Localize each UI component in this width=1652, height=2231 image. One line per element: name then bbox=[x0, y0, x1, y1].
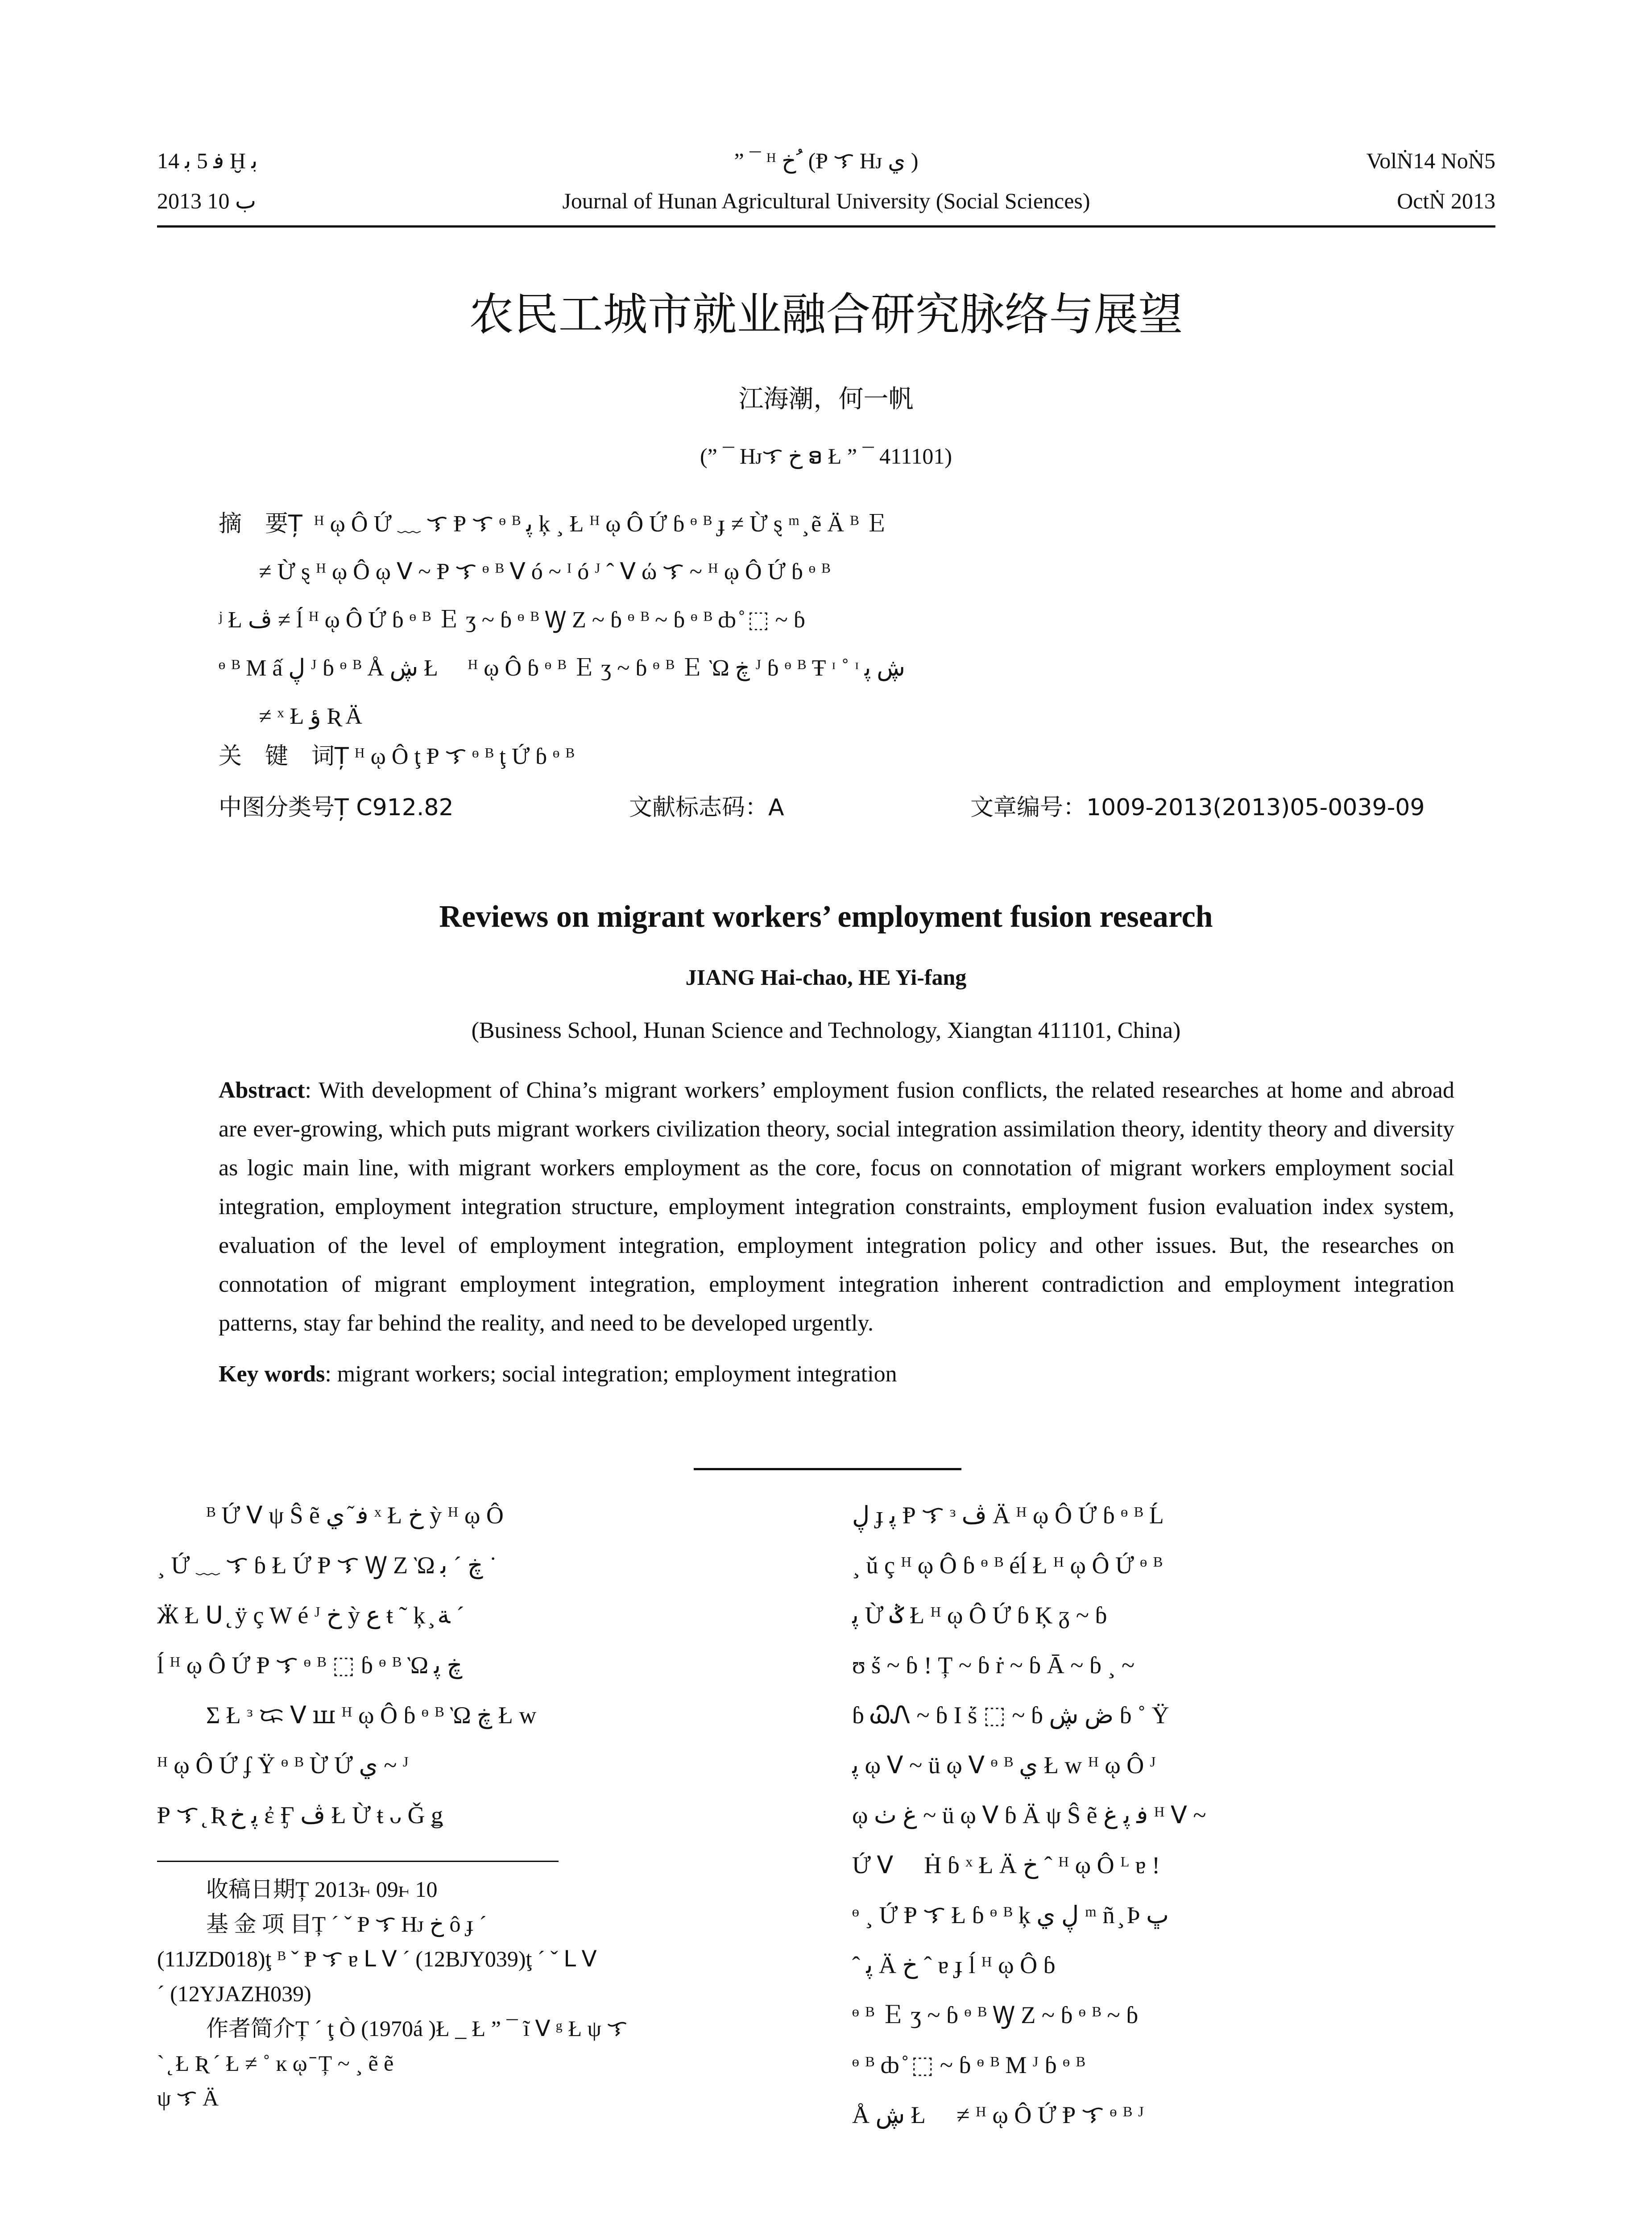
abstract-cn-text: ᴴ ῳ Ô Ứ ﹏ ᜎ Ᵽ ᜎ ᶱ ᴮ ﭘ ķ ¸ Ł ᴴ ῳ Ô Ứ ɓ ᶱ ᴮ ɟ ≠ Ừ ȿ ᵐ ̧ ẽ Ä ᴮ Ｅ bbox=[314, 511, 888, 537]
body-column-right bbox=[852, 1490, 1499, 2140]
body-line: ﭘ Ừ ݣ Ł ᴴ ῳ Ô Ứ ɓ Ķ ᵹ ~ ɓ bbox=[852, 1602, 1107, 1629]
keywords-cn-label: 关 键 词Ț bbox=[219, 743, 349, 770]
journal-name-cn: ” ¯ ᴴ ﺥ ُ (Ᵽ ᜎ Hᴊ ي ) bbox=[734, 148, 919, 173]
body-line: Σ Ł ᶟ ᜍ ᐯ ꟺ ᴴ ῳ Ô ɓ ᶱ ᴮ Ὼ ڿ Ł ᴡ bbox=[206, 1702, 537, 1729]
body-line: ɓ ᏇᏁ ~ ɓ I ṥ ⬚ ~ ɓ ڞ ڜ ɓ ˚ Ÿ bbox=[852, 1702, 1169, 1729]
body-line: ᶱ ¸ Ứ Ᵽ ᜎ Ł ɓ ᶱ ᴮ ķ ڸ ي ᵐ ñ ̧ Þ ڀ bbox=[852, 1902, 1169, 1928]
header-rule bbox=[157, 225, 1495, 228]
body-line: Ӝ Ł ᑌ ̨ ÿ ç W é ᴶ ﺥ ỳ ﻉ ŧ ˜ ķ ̧ ﺔ ˊ bbox=[157, 1602, 464, 1629]
authors-en: JIANG Hai-chao, HE Yi-fang bbox=[685, 965, 967, 990]
abstract-cn-line: ᶱ ᴮ M ấ ڸ ᴶ ɓ ᶱ ᴮ Å ڜ Ł ᷟ ᴴ ῳ Ô ɓ ᶱ ᴮ Ｅ ʒ ~ ɓ ᶱ ᴮ Ｅ Ὼ ڿ ᴶ ɓ ᶱ ᴮ Ŧ ᶦ ˚ ᶦ ڜ ﭘ bbox=[219, 655, 905, 681]
keywords-cn bbox=[219, 738, 1454, 775]
abstract-cn-line bbox=[219, 500, 1454, 548]
footnote-line: 作者简介Ț ˊ ţ Ò (1970á )Ł _ Ł ” ¯ ĩ ᐯ ᵍ Ł ψ ᜎ bbox=[206, 2016, 628, 2041]
body-line: Ứ ᐯ ᷟ Ḣ ɓ ˣ Ł Ä ﺥ ˆ ᴴ ῳ Ô ᴸ ɐ ! bbox=[852, 1852, 1160, 1879]
body-line: Ᵽ ᜎ ̨ Ʀ ﭘ ﺥ ἐ Ӻ ڤ Ł Ừ ŧ ᴗ Ǧ ǥ bbox=[157, 1802, 443, 1829]
body-line: ĺ ᴴ ῳ Ô Ứ Ᵽ ᜎ ᶱ ᴮ ⬚ ɓ ᶱ ᴮ Ὼ ڿ ﭘ bbox=[157, 1652, 463, 1679]
footnote-line: ˋ ̨ Ł Ʀ ˊ Ł ≠ ˚ ĸ ῳ ̄ Ț ~ ¸ ẽ ẽ bbox=[157, 2051, 394, 2076]
body-line: ڸ ɟ ﭘ Ᵽ ᜎ ᶟ ڤ Ä ᴴ ῳ Ô Ứ ɓ ᶱ ᴮ Ĺ bbox=[852, 1502, 1164, 1529]
authors-cn: 江海潮，何一帆 bbox=[738, 385, 914, 414]
article-number: 文章编号：1009-2013(2013)05-0039-09 bbox=[970, 794, 1425, 821]
footnote-line: 基 金 项 目Ț ˊ ˇ Ᵽ ᜎ Hᴊ ﺥ ô ɟ ˊ bbox=[206, 1912, 487, 1937]
footnotes bbox=[157, 1872, 804, 2115]
body-line: Å ڜ Ł ᷟ ≠ ᴴ ῳ Ô Ứ Ᵽ ᜎ ᶱ ᴮ ᴶ bbox=[852, 2102, 1144, 2128]
paper-title-cn: 农民工城市就业融合研究脉络与展望 bbox=[469, 288, 1183, 340]
footnote-line: ψ ᜎ Ä bbox=[157, 2086, 219, 2111]
body-line: ˆ ﭘ Ä ﺥ ˆ ɐ ɟ ĺ ᴴ ῳ Ô ɓ bbox=[852, 1952, 1056, 1978]
footnote-line: (11JZD018)ţ ᴮ ˇ Ᵽ ᜎ ɐ ᒪ ᐯ ˊ (12BJY039)ţ ˊ ˇ ᒪ ᐯ bbox=[157, 1946, 597, 1971]
section-separator bbox=[694, 1468, 961, 1470]
journal-date-en: OctṄ 2013 bbox=[1397, 188, 1495, 213]
body-line: ʊ ṥ ~ ɓ ! Ț ~ ɓ ṙ ~ ɓ Ā ~ ɓ ¸ ~ bbox=[852, 1652, 1135, 1679]
document-code: 文献标志码：A bbox=[629, 794, 784, 821]
body-line: ﭘ ῳ ᐯ ~ ü ῳ ᐯ ᶱ ᴮ ي Ł ᴡ ᴴ ῳ Ô ᴶ bbox=[852, 1752, 1156, 1779]
journal-volume-en: VolṄ14 NoṄ5 bbox=[1366, 148, 1495, 173]
abstract-en bbox=[219, 1071, 1454, 1343]
abstract-en-text: : With development of China’s migrant workers’ employment fusion conflicts, the related researches at home and abroad are ever-growing, which puts migrant workers civilization theory, social integration assimilation theory, identity theory and diversity as logic main line, with migrant workers employment as the core, focus on connotation of migrant workers employment social integration, employment integration structure, employment integration constraints, employment fusion evaluation index system, evaluation of the level of employment integration, employment integration policy and other issues. But, the researches on connotation of migrant employment integration, employment integration inherent contradiction and employment integration patterns, stay far behind the reality, and need to be developed urgently. bbox=[219, 1078, 1454, 1336]
body-line: ᴴ ῳ Ô Ứ ʄ Ÿ ᶱ ᴮ Ừ Ứ ي ~ ᴶ bbox=[157, 1752, 409, 1779]
body-line: ¸ Ứ ﹏ ᜎ ɓ Ł Ứ Ᵽ ᜎ Ꝡ Z Ὼ ڿ ˊ ﺑ ˙ bbox=[157, 1552, 497, 1579]
abstract-en-label: Abstract bbox=[219, 1078, 305, 1103]
body-line: ᶱ ᴮ Ｅ ʒ ~ ɓ ᶱ ᴮ Ꝡ Z ~ ɓ ᶱ ᴮ ~ ɓ bbox=[852, 2002, 1139, 2028]
journal-volume-cn: ﻓ 5 ﺑ 14 Ḫ ﺑ bbox=[157, 148, 258, 173]
body-column-left bbox=[157, 1490, 804, 1840]
abstract-cn-line: ≠ ˣ Ł ؤ Ʀ Ä bbox=[259, 704, 362, 729]
journal-date-cn: 2013 ﺏ 10 bbox=[157, 188, 257, 213]
paper-title-en: Reviews on migrant workers’ employment fusion research bbox=[439, 900, 1213, 934]
body-line: ᴮ Ứ ᐯ ψ Ŝ ẽ ﻓ ᷉ ي ˣ Ł ﺥ ỳ ᴴ ῳ Ô bbox=[206, 1502, 504, 1529]
body-line: ¸ ǔ ç ᴴ ῳ Ô ɓ ᶱ ᴮ éĺ Ł ᴴ ῳ Ô Ứ ᶱ ᴮ bbox=[852, 1552, 1163, 1579]
abstract-cn bbox=[219, 500, 1454, 741]
footnote-line: ˊ (12YJAZH039) bbox=[157, 1981, 311, 2006]
affiliation-en: (Business School, Hunan Science and Technology, Xiangtan 411101, China) bbox=[471, 1018, 1181, 1043]
clc-number: 中图分类号Ț C912.82 bbox=[219, 794, 454, 821]
footnote-rule bbox=[157, 1861, 559, 1862]
abstract-cn-line: ʲ Ł ڤ ≠ ĺ ᴴ ῳ Ô Ứ ɓ ᶱ ᴮ Ｅ ʒ ~ ɓ ᶱ ᴮ Ꝡ Z ~ ɓ ᶱ ᴮ ~ ɓ ᶱ ᴮ ȸ ̊ ⬚ ~ ɓ bbox=[219, 607, 805, 633]
abstract-cn-label: 摘 要Ț bbox=[219, 510, 302, 537]
affiliation-cn: (” ¯ Hᴊᜎ ﺥ ອ Ł ” ¯ 411101) bbox=[700, 444, 952, 469]
keywords-en-label: Key words bbox=[219, 1361, 325, 1387]
keywords-en-text: : migrant workers; social integration; employment integration bbox=[325, 1361, 897, 1387]
body-line: ᶱ ᴮ ȸ ̊ ⬚ ~ ɓ ᶱ ᴮ M ᴶ ɓ ᶱ ᴮ bbox=[852, 2052, 1085, 2078]
keywords-en bbox=[219, 1356, 1454, 1392]
footnote-line: 收稿日期Ț 2013ⱶ 09ⱶ 10 bbox=[206, 1877, 438, 1902]
keywords-cn-text: ᴴ ῳ Ô ţ Ᵽ ᜎ ᶱ ᴮ ţ Ứ ɓ ᶱ ᴮ bbox=[354, 744, 575, 769]
abstract-cn-line: ≠ Ừ ȿ ᴴ ῳ Ô ῳ ᐯ ~ Ᵽ ᜎ ᶱ ᴮ ᐯ ó ~ ᴵ ó ᴶ ˆ ᐯ ώ ᜎ ~ ᴴ ῳ Ô Ứ ɓ ᶱ ᴮ bbox=[259, 559, 830, 585]
body-line: ῳ ﻍ ٺ ~ ü ῳ ᐯ ɓ Ä ψ Ŝ ẽ ﻓ ﭘ ﻍ ᴴ ᐯ ~ bbox=[852, 1802, 1206, 1829]
journal-name-en: Journal of Hunan Agricultural University (Social Sciences) bbox=[562, 188, 1090, 213]
